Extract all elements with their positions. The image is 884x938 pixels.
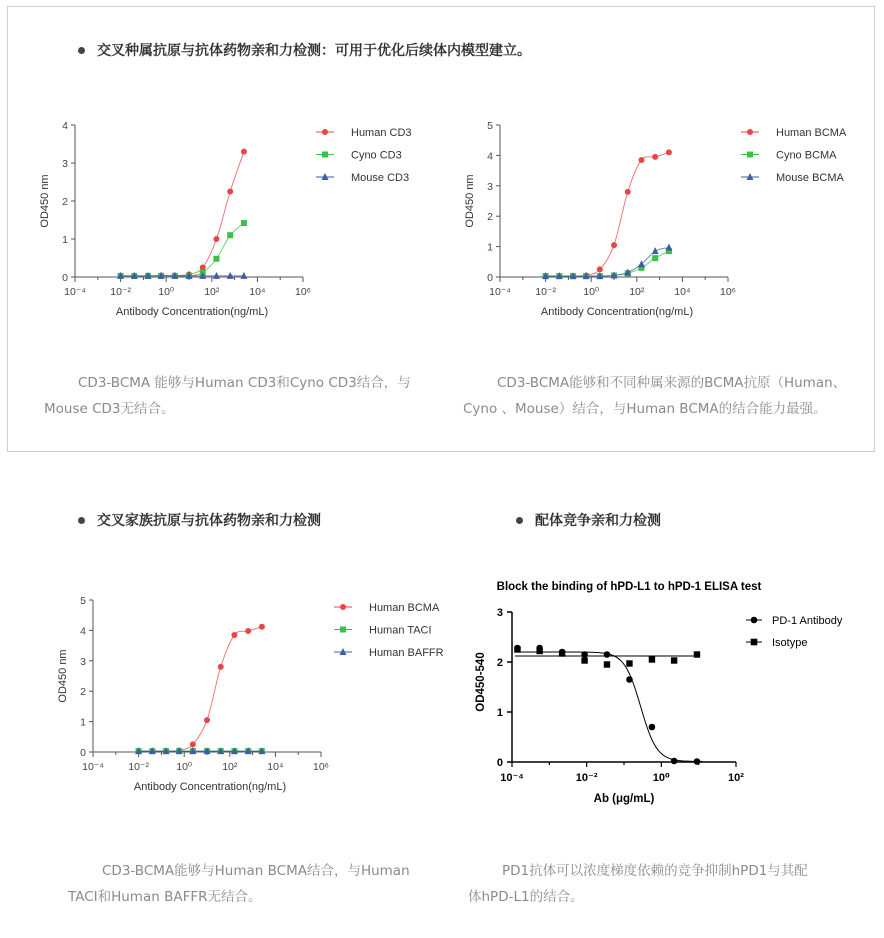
data-point bbox=[231, 632, 237, 638]
legend-marker bbox=[322, 152, 328, 158]
legend-label: Cyno BCMA bbox=[776, 149, 837, 162]
legend-label: Mouse CD3 bbox=[351, 172, 410, 184]
caption-line: 体hPD-L1的结合。 bbox=[468, 889, 584, 905]
chart-cross-species-cd3 bbox=[30, 110, 450, 325]
x-tick-label: 10⁶ bbox=[312, 761, 330, 773]
x-tick-label: 10⁻⁴ bbox=[489, 286, 511, 298]
y-tick-label: 1 bbox=[496, 707, 503, 719]
x-tick-label: 10² bbox=[204, 286, 220, 298]
x-tick-label: 10⁻⁴ bbox=[82, 761, 104, 773]
data-point bbox=[218, 664, 224, 670]
legend-marker bbox=[747, 173, 754, 180]
legend-label: Isotype bbox=[772, 637, 808, 649]
y-tick-label: 3 bbox=[487, 180, 493, 193]
legend-marker bbox=[340, 627, 346, 633]
data-point bbox=[213, 256, 219, 262]
data-point bbox=[611, 242, 617, 248]
x-tick-label: 10² bbox=[629, 286, 645, 298]
section-heading-cross-species bbox=[78, 40, 531, 60]
data-point bbox=[514, 646, 520, 652]
data-point bbox=[227, 272, 234, 279]
y-tick-label: 0 bbox=[62, 272, 68, 284]
x-tick-label: 10⁰ bbox=[652, 772, 670, 784]
caption-line: Cyno 、Mouse）结合，与Human BCMA的结合能力最强。 bbox=[463, 401, 827, 417]
data-point bbox=[694, 758, 701, 765]
caption-line: CD3-BCMA能够与Human BCMA结合，与Human bbox=[102, 863, 410, 879]
x-axis-label: Antibody Concentration(ng/mL) bbox=[133, 781, 287, 793]
y-axis-label: OD450 nm bbox=[57, 649, 69, 703]
legend-label: Cyno CD3 bbox=[351, 149, 402, 162]
fit-curve bbox=[121, 152, 244, 276]
y-axis-label: OD450 nm bbox=[39, 174, 51, 228]
chart-cross-species-bcma bbox=[455, 110, 875, 325]
y-tick-label: 3 bbox=[496, 607, 503, 619]
data-point bbox=[626, 660, 632, 666]
legend-label: Mouse BCMA bbox=[776, 172, 844, 184]
x-tick-label: 10⁶ bbox=[294, 286, 312, 298]
y-tick-label: 3 bbox=[80, 655, 86, 668]
series-cyno-cd3 bbox=[118, 220, 247, 279]
y-tick-label: 2 bbox=[80, 686, 86, 699]
legend-marker bbox=[747, 152, 753, 158]
legend-label: Human BCMA bbox=[776, 127, 847, 139]
x-axis-label: Antibody Concentration(ng/mL) bbox=[540, 306, 694, 318]
chart-pd1-competition bbox=[470, 572, 870, 812]
data-point bbox=[559, 650, 565, 656]
y-axis-label: OD450-540 bbox=[475, 652, 487, 712]
y-tick-label: 2 bbox=[487, 211, 493, 224]
data-point bbox=[665, 244, 672, 251]
x-axis-label: Antibody Concentration(ng/mL) bbox=[115, 306, 269, 318]
x-tick-label: 10⁴ bbox=[267, 761, 284, 773]
caption-line: PD1抗体可以浓度梯度依赖的竞争抑制hPD1与其配 bbox=[502, 863, 808, 879]
x-tick-label: 10⁶ bbox=[719, 286, 737, 298]
data-point bbox=[604, 661, 610, 667]
caption-cd3 bbox=[44, 370, 444, 422]
legend-label: Human BCMA bbox=[369, 602, 440, 614]
data-point bbox=[666, 149, 672, 155]
y-tick-label: 4 bbox=[487, 150, 493, 163]
data-point bbox=[240, 272, 247, 279]
legend-label: Human CD3 bbox=[351, 127, 412, 139]
y-tick-label: 5 bbox=[487, 120, 493, 132]
data-point bbox=[245, 628, 251, 634]
data-point bbox=[638, 157, 644, 163]
data-point bbox=[652, 255, 658, 261]
heading-text: 交叉家族抗原与抗体药物亲和力检测 bbox=[97, 513, 321, 529]
y-tick-label: 2 bbox=[496, 657, 503, 669]
data-point bbox=[536, 648, 542, 654]
y-tick-label: 0 bbox=[496, 757, 503, 769]
data-point bbox=[652, 154, 658, 160]
heading-text: 配体竞争亲和力检测 bbox=[535, 513, 661, 529]
x-tick-label: 10² bbox=[222, 761, 238, 773]
x-tick-label: 10⁴ bbox=[674, 286, 691, 298]
data-point bbox=[227, 189, 233, 195]
fit-curve bbox=[139, 627, 262, 751]
fit-curve bbox=[121, 223, 244, 276]
y-tick-label: 0 bbox=[80, 747, 86, 759]
legend-marker bbox=[340, 648, 347, 655]
bullet-icon bbox=[78, 47, 85, 54]
data-point bbox=[694, 651, 700, 657]
data-point bbox=[241, 149, 247, 155]
x-tick-label: 10⁻⁴ bbox=[500, 772, 524, 784]
caption-line: CD3-BCMA能够和不同种属来源的BCMA抗原（Human、 bbox=[497, 375, 847, 391]
legend-marker bbox=[751, 639, 758, 646]
data-point bbox=[213, 236, 219, 242]
heading-text: 交叉种属抗原与抗体药物亲和力检测：可用于优化后续体内模型建立。 bbox=[97, 43, 531, 59]
x-tick-label: 10⁻² bbox=[128, 761, 149, 773]
x-tick-label: 10⁴ bbox=[249, 286, 266, 298]
y-tick-label: 1 bbox=[80, 716, 86, 729]
x-tick-label: 10⁻² bbox=[575, 772, 598, 784]
data-point bbox=[649, 724, 656, 731]
data-point bbox=[671, 657, 677, 663]
x-axis-label: Ab (μg/mL) bbox=[593, 793, 655, 805]
legend-label: Human BAFFR bbox=[369, 647, 444, 659]
data-point bbox=[652, 247, 659, 254]
legend-marker bbox=[751, 617, 758, 624]
section-heading-cross-family bbox=[78, 510, 321, 530]
caption-bcma-species bbox=[463, 370, 873, 422]
caption-line: CD3-BCMA 能够与Human CD3和Cyno CD3结合，与 bbox=[78, 375, 411, 391]
fit-curve bbox=[518, 652, 703, 761]
caption-bcma-family bbox=[68, 858, 448, 910]
y-tick-label: 1 bbox=[487, 241, 493, 254]
data-point bbox=[581, 657, 587, 663]
x-tick-label: 10⁰ bbox=[176, 761, 193, 773]
data-point bbox=[626, 676, 633, 683]
data-point bbox=[259, 624, 265, 630]
x-tick-label: 10⁰ bbox=[158, 286, 175, 298]
x-tick-label: 10² bbox=[728, 772, 744, 784]
section-heading-ligand-competition bbox=[516, 510, 661, 530]
x-tick-label: 10⁻² bbox=[535, 286, 556, 298]
legend-marker bbox=[322, 129, 328, 135]
fit-curve bbox=[546, 152, 669, 276]
legend-label: PD-1 Antibody bbox=[772, 615, 843, 627]
y-tick-label: 4 bbox=[62, 120, 68, 132]
data-point bbox=[625, 189, 631, 195]
x-tick-label: 10⁰ bbox=[583, 286, 600, 298]
data-point bbox=[213, 272, 220, 279]
chart-cross-family-bcma bbox=[48, 585, 468, 800]
bullet-icon bbox=[78, 517, 85, 524]
y-tick-label: 2 bbox=[62, 196, 68, 208]
x-tick-label: 10⁻² bbox=[110, 286, 131, 298]
data-point bbox=[671, 758, 678, 765]
caption-pd1 bbox=[468, 858, 858, 910]
legend-label: Human TACI bbox=[369, 624, 432, 637]
data-point bbox=[190, 741, 196, 747]
chart-title: Block the binding of hPD-L1 to hPD-1 ELISA test bbox=[496, 581, 762, 593]
x-tick-label: 10⁻⁴ bbox=[64, 286, 86, 298]
caption-line: Mouse CD3无结合。 bbox=[44, 401, 175, 417]
y-tick-label: 0 bbox=[487, 272, 493, 284]
data-point bbox=[227, 232, 233, 238]
y-tick-label: 1 bbox=[62, 234, 68, 246]
y-tick-label: 3 bbox=[62, 158, 68, 170]
y-axis-label: OD450 nm bbox=[464, 174, 476, 228]
data-point bbox=[604, 651, 611, 658]
y-tick-label: 4 bbox=[80, 625, 86, 638]
data-point bbox=[597, 266, 603, 272]
legend-marker bbox=[747, 129, 753, 135]
data-point bbox=[649, 656, 655, 662]
bullet-icon bbox=[516, 517, 523, 524]
series-human-cd3 bbox=[118, 149, 247, 279]
y-tick-label: 5 bbox=[80, 595, 86, 607]
data-point bbox=[638, 260, 645, 267]
data-point bbox=[204, 717, 210, 723]
legend-marker bbox=[340, 604, 346, 610]
caption-line: TACI和Human BAFFR无结合。 bbox=[68, 889, 262, 905]
legend-marker bbox=[322, 173, 329, 180]
data-point bbox=[581, 651, 588, 658]
data-point bbox=[241, 220, 247, 226]
series-human-bcma bbox=[136, 624, 265, 754]
